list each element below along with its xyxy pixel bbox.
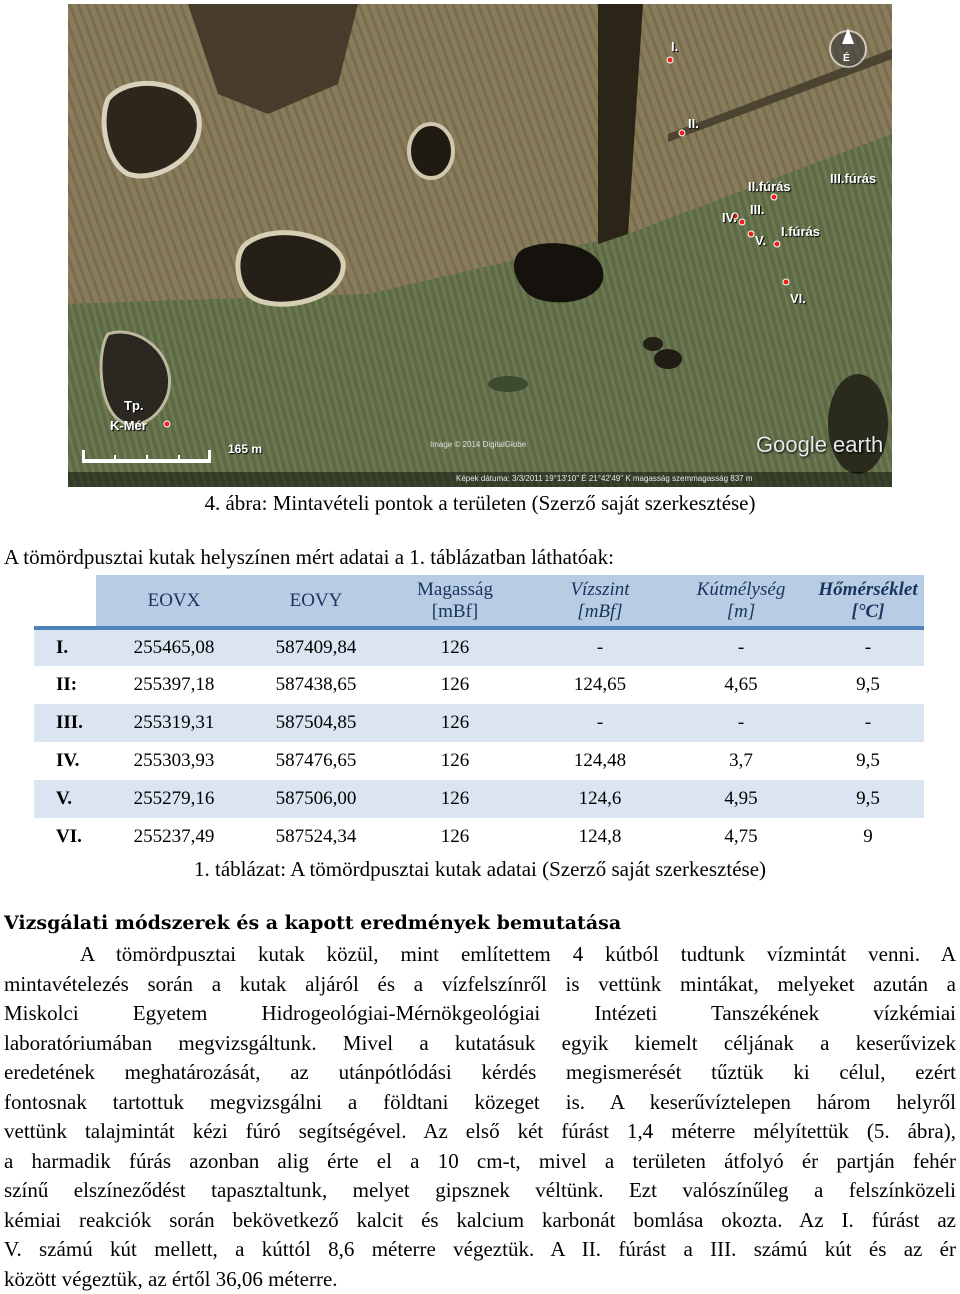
body-line bbox=[4, 1235, 956, 1265]
header-homerseklet-unit: [°C] bbox=[852, 601, 885, 622]
header-homerseklet bbox=[812, 575, 924, 628]
map-label-km: K-Mér bbox=[110, 418, 147, 433]
aerial-map-figure bbox=[68, 4, 892, 487]
cell-kutmelyseg: - bbox=[670, 628, 812, 666]
table-row bbox=[34, 742, 924, 780]
cell-eovy: 587524,34 bbox=[252, 818, 380, 856]
header-kutmelyseg-label: Kútmélység bbox=[697, 579, 786, 600]
google-earth-logo: Google earth bbox=[756, 432, 883, 458]
cell-magassag: 126 bbox=[380, 780, 530, 818]
cell-eovx: 255319,31 bbox=[96, 704, 252, 742]
cell-homerseklet: - bbox=[812, 628, 924, 666]
body-line bbox=[4, 1265, 956, 1294]
body-line-text: színű elszíneződést tapasztaltunk, melyet gipsznek véltünk. Ezt valószínűleg a felszínközeli bbox=[4, 1178, 956, 1202]
table-body bbox=[34, 628, 924, 856]
body-line bbox=[4, 1058, 956, 1088]
cell-vizszint: 124,65 bbox=[530, 666, 670, 704]
row-id: V. bbox=[34, 780, 96, 818]
map-label-VI: VI. bbox=[790, 291, 806, 306]
cell-kutmelyseg: - bbox=[670, 704, 812, 742]
map-label-I: I. bbox=[671, 39, 678, 54]
map-label-II: II. bbox=[688, 116, 699, 131]
body-line-text: kémiai reakciók során bekövetkező kalcit és kalcium karbonát bomlása okozta. Az I. fúrást az bbox=[4, 1208, 956, 1232]
header-homerseklet-label: Hőmérséklet bbox=[818, 579, 917, 600]
cell-eovx: 255237,49 bbox=[96, 818, 252, 856]
cell-homerseklet: - bbox=[812, 704, 924, 742]
header-vizszint-unit: [mBf] bbox=[577, 601, 622, 622]
cell-magassag: 126 bbox=[380, 742, 530, 780]
table-row bbox=[34, 704, 924, 742]
cell-vizszint: - bbox=[530, 628, 670, 666]
body-line bbox=[4, 1117, 956, 1147]
table-row bbox=[34, 818, 924, 856]
cell-eovy: 587476,65 bbox=[252, 742, 380, 780]
cell-vizszint: 124,48 bbox=[530, 742, 670, 780]
map-status-bar: Képek dátuma: 3/3/2011 19°13'10" É 21°42'49" K magasság szemmagasság 837 m bbox=[456, 474, 753, 483]
header-magassag bbox=[380, 575, 530, 628]
table-row bbox=[34, 666, 924, 704]
table-header-row bbox=[34, 575, 924, 628]
body-line-text: között végeztük, az értől 36,06 méterre. bbox=[4, 1267, 338, 1291]
cell-homerseklet: 9,5 bbox=[812, 742, 924, 780]
aerial-map-image bbox=[68, 4, 892, 487]
cell-eovx: 255465,08 bbox=[96, 628, 252, 666]
header-kutmelyseg-unit: [m] bbox=[727, 601, 756, 622]
body-line bbox=[4, 940, 956, 970]
body-line-text: vettünk talajmintát kézi fúró segítségével. Az első két fúrást 1,4 méterre mélyítettük (5. ábra), bbox=[4, 1119, 956, 1143]
map-label-III: III. bbox=[750, 202, 764, 217]
body-line-text: mintavételezés során a kutak aljáról és a vízfelszínről is vettünk mintákat, melyeket azután a bbox=[4, 972, 956, 996]
scale-label: 165 m bbox=[228, 442, 262, 456]
cell-homerseklet: 9,5 bbox=[812, 666, 924, 704]
header-eovy: EOVY bbox=[252, 575, 380, 628]
cell-kutmelyseg: 4,65 bbox=[670, 666, 812, 704]
map-label-II-furas: II.fúrás bbox=[748, 179, 791, 194]
body-line bbox=[4, 1147, 956, 1177]
row-id: I. bbox=[34, 628, 96, 666]
cell-homerseklet: 9 bbox=[812, 818, 924, 856]
map-label-IV: IV. bbox=[722, 210, 737, 225]
body-line-text: eredetének meghatározását, az utánpótlódási kérdés megismerését tűztük ki célul, ezért bbox=[4, 1060, 956, 1084]
header-vizszint-label: Vízszint bbox=[570, 579, 629, 600]
row-id: IV. bbox=[34, 742, 96, 780]
cell-magassag: 126 bbox=[380, 628, 530, 666]
cell-kutmelyseg: 3,7 bbox=[670, 742, 812, 780]
map-label-I-furas: I.fúrás bbox=[781, 224, 820, 239]
body-line bbox=[4, 1029, 956, 1059]
header-magassag-label: Magasság bbox=[417, 579, 493, 600]
image-credit: Image © 2014 DigitalGlobe bbox=[430, 440, 526, 449]
map-label-tp: Tp. bbox=[124, 398, 144, 413]
cell-eovx: 255303,93 bbox=[96, 742, 252, 780]
cell-eovy: 587438,65 bbox=[252, 666, 380, 704]
intro-text: A tömördpusztai kutak helyszínen mért adatai a 1. táblázatban láthatóak: bbox=[4, 544, 614, 570]
body-line bbox=[4, 1176, 956, 1206]
body-line-text: Miskolci Egyetem Hidrogeológiai-Mérnökgeológiai Intézeti Tanszékének vízkémiai bbox=[4, 1001, 956, 1025]
cell-vizszint: - bbox=[530, 704, 670, 742]
cell-magassag: 126 bbox=[380, 704, 530, 742]
cell-eovx: 255397,18 bbox=[96, 666, 252, 704]
body-line-text: a harmadik fúrás azonban alig érte el a 10 cm-t, mivel a területen átfolyó ér partján fehér bbox=[4, 1149, 956, 1173]
body-line-text: V. számú kút mellett, a kúttól 8,6 méterre végeztük. A II. fúrást a III. számú kút és az ér bbox=[4, 1237, 956, 1261]
cell-kutmelyseg: 4,75 bbox=[670, 818, 812, 856]
header-vizszint bbox=[530, 575, 670, 628]
table-row bbox=[34, 628, 924, 666]
cell-eovx: 255279,16 bbox=[96, 780, 252, 818]
wells-data-table bbox=[34, 575, 924, 856]
body-line bbox=[4, 999, 956, 1029]
compass-letter: É bbox=[843, 53, 850, 64]
cell-magassag: 126 bbox=[380, 818, 530, 856]
table-row bbox=[34, 780, 924, 818]
header-magassag-unit: [mBf] bbox=[432, 601, 478, 622]
section-heading: Vizsgálati módszerek és a kapott eredmények bemutatása bbox=[4, 910, 621, 936]
body-paragraph bbox=[4, 940, 956, 1294]
header-kutmelyseg bbox=[670, 575, 812, 628]
map-label-III-furas: III.fúrás bbox=[830, 171, 876, 186]
body-line bbox=[4, 1206, 956, 1236]
cell-homerseklet: 9,5 bbox=[812, 780, 924, 818]
table-caption: 1. táblázat: A tömördpusztai kutak adatai (Szerző saját szerkesztése) bbox=[0, 856, 960, 882]
body-line-text: laboratóriumában megvizsgáltunk. Mivel a kutatásuk egyik kiemelt céljának a keserűvizek bbox=[4, 1031, 956, 1055]
cell-vizszint: 124,6 bbox=[530, 780, 670, 818]
body-line-text: fontosnak tartottuk megvizsgálni a földtani közeget is. A keserűvíztelepen három helyről bbox=[4, 1090, 956, 1114]
cell-eovy: 587506,00 bbox=[252, 780, 380, 818]
cell-eovy: 587409,84 bbox=[252, 628, 380, 666]
body-line bbox=[4, 970, 956, 1000]
body-line bbox=[4, 1088, 956, 1118]
row-id: VI. bbox=[34, 818, 96, 856]
cell-vizszint: 124,8 bbox=[530, 818, 670, 856]
row-id: II: bbox=[34, 666, 96, 704]
row-id: III. bbox=[34, 704, 96, 742]
cell-magassag: 126 bbox=[380, 666, 530, 704]
map-label-V: V. bbox=[755, 233, 766, 248]
cell-eovy: 587504,85 bbox=[252, 704, 380, 742]
header-eovx: EOVX bbox=[96, 575, 252, 628]
header-id bbox=[34, 575, 96, 628]
body-line-text: A tömördpusztai kutak közül, mint említettem 4 kútból tudtunk vízmintát venni. A bbox=[80, 942, 956, 966]
figure-caption: 4. ábra: Mintavételi pontok a területen (Szerző saját szerkesztése) bbox=[0, 490, 960, 516]
cell-kutmelyseg: 4,95 bbox=[670, 780, 812, 818]
